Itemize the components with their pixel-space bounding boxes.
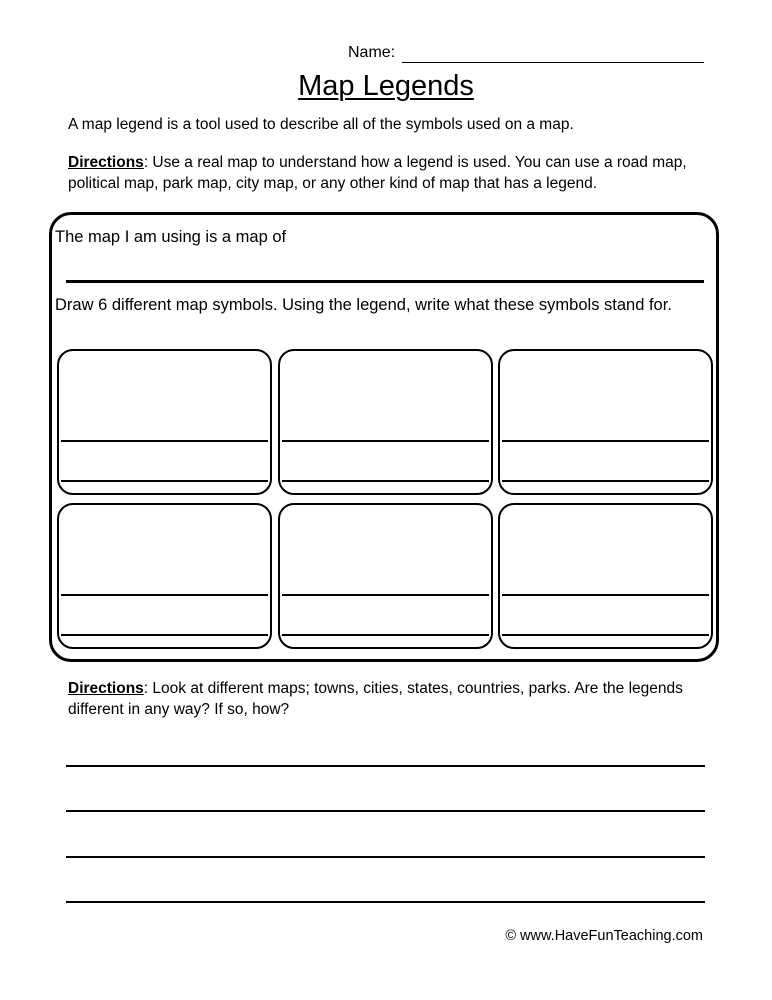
symbol-card-2[interactable] (278, 349, 493, 495)
symbol-card-1[interactable] (57, 349, 272, 495)
directions-2-text: : Look at different maps; towns, cities, states, countries, parks. Are the legends different in any way? If so, how? (68, 680, 683, 718)
name-write-line[interactable] (402, 62, 704, 63)
map-prompt: The map I am using is a map of (55, 228, 287, 246)
symbol-card-2-line-2 (282, 480, 489, 482)
symbol-card-4-line-1 (61, 594, 268, 596)
symbol-card-6-line-2 (502, 634, 709, 636)
symbol-card-1-line-1 (61, 440, 268, 442)
name-label: Name: (348, 44, 396, 61)
symbol-card-4[interactable] (57, 503, 272, 649)
directions-1-text: : Use a real map to understand how a legend is used. You can use a road map, political map, park map, city map, or any other kind of map that has a legend. (68, 154, 687, 192)
directions-1-label: Directions (68, 154, 144, 171)
symbol-card-5[interactable] (278, 503, 493, 649)
symbol-card-1-line-2 (61, 480, 268, 482)
page-title: Map Legends (298, 70, 474, 102)
copyright: © www.HaveFunTeaching.com (505, 928, 703, 944)
symbol-card-3-line-2 (502, 480, 709, 482)
symbol-card-5-line-2 (282, 634, 489, 636)
symbol-card-2-line-1 (282, 440, 489, 442)
directions-2-label: Directions (68, 680, 144, 697)
answer-line-1[interactable] (66, 765, 705, 767)
symbol-card-3[interactable] (498, 349, 713, 495)
draw-prompt: Draw 6 different map symbols. Using the legend, write what these symbols stand for. (55, 296, 672, 314)
answer-line-3[interactable] (66, 856, 705, 858)
map-answer-line[interactable] (66, 280, 704, 283)
answer-line-2[interactable] (66, 810, 705, 812)
symbol-card-3-line-1 (502, 440, 709, 442)
symbol-card-5-line-1 (282, 594, 489, 596)
symbol-card-4-line-2 (61, 634, 268, 636)
answer-line-4[interactable] (66, 901, 705, 903)
directions-2 (68, 678, 718, 720)
symbol-card-6[interactable] (498, 503, 713, 649)
intro-text: A map legend is a tool used to describe all of the symbols used on a map. (68, 116, 574, 133)
symbol-card-6-line-1 (502, 594, 709, 596)
directions-1 (68, 152, 718, 194)
